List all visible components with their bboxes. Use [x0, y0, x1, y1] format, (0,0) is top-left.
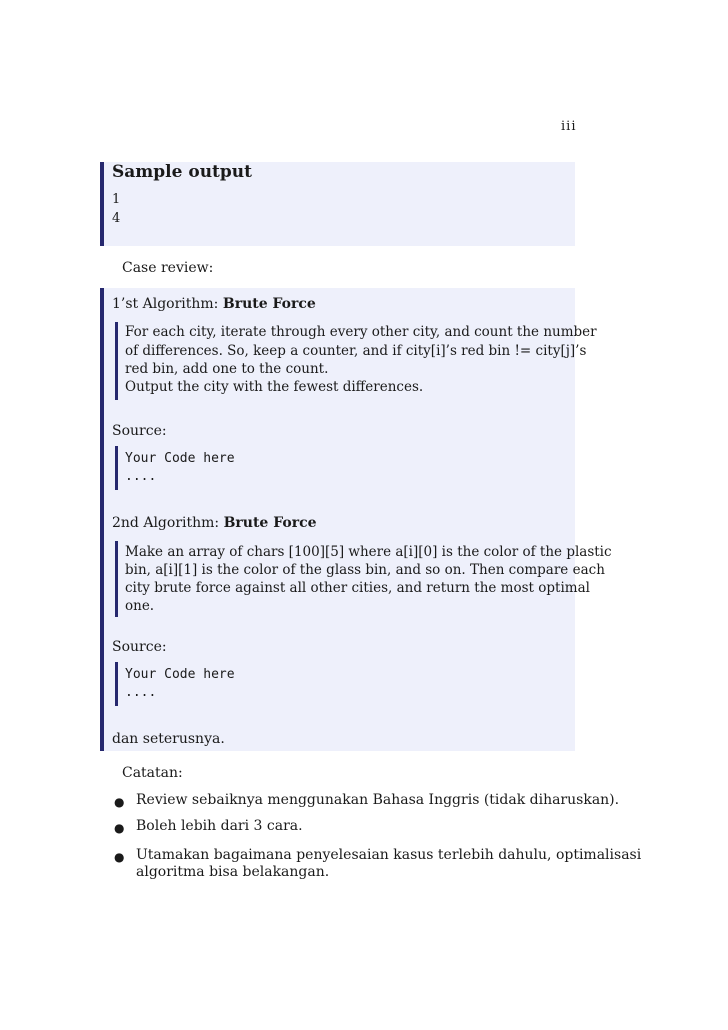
algorithm2-description-line: one. — [125, 598, 155, 614]
algorithm1-description-line: For each city, iterate through every other city, and count the number — [125, 324, 597, 340]
algorithm1-code-line: Your Code here — [125, 451, 235, 466]
algorithm2-source-label: Source: — [112, 639, 167, 655]
algorithm2-prefix: 2nd Algorithm: — [112, 515, 220, 531]
algorithm2-description-line: bin, a[i][1] is the color of the glass bin, and so on. Then compare each — [125, 562, 605, 578]
algorithm1-code-bar — [115, 446, 118, 490]
algorithm2-code-bar — [115, 662, 118, 706]
closing-text: dan seterusnya. — [112, 731, 225, 747]
algorithm2-heading — [112, 515, 317, 531]
algorithm1-name: Brute Force — [222, 296, 316, 312]
algorithm2-code-line: Your Code here — [125, 667, 235, 682]
sample-output-line: 4 — [112, 211, 121, 226]
bullet-icon: ● — [114, 821, 125, 835]
catatan-item: Utamakan bagaimana penyelesaian kasus terlebih dahulu, optimalisasi — [136, 847, 642, 863]
algorithm1-heading — [112, 296, 316, 312]
bullet-icon: ● — [114, 795, 125, 809]
catatan-item: Boleh lebih dari 3 cara. — [136, 818, 303, 834]
catatan-item: Review sebaiknya menggunakan Bahasa Inggris (tidak diharuskan). — [136, 792, 620, 808]
algorithm1-source-label: Source: — [112, 423, 167, 439]
algorithm2-code-line: .... — [125, 685, 157, 700]
algorithm1-quote-bar — [115, 322, 118, 400]
algorithm1-description-line: of differences. So, keep a counter, and if city[i]’s red bin != city[j]’s — [125, 343, 587, 359]
algorithm2-description-line: city brute force against all other cities, and return the most optimal — [125, 580, 590, 596]
page-number: iii — [561, 119, 577, 134]
algorithm2-name: Brute Force — [223, 515, 317, 531]
case-review-label: Case review: — [122, 260, 214, 276]
algorithm2-description-line: Make an array of chars [100][5] where a[i][0] is the color of the plastic — [125, 544, 612, 560]
algorithm2-quote-bar — [115, 541, 118, 617]
algorithm1-prefix: 1’st Algorithm: — [112, 296, 219, 312]
sample-output-title: Sample output — [112, 162, 253, 182]
catatan-item-continuation: algoritma bisa belakangan. — [136, 864, 330, 880]
algorithm1-code-line: .... — [125, 469, 157, 484]
catatan-title: Catatan: — [122, 765, 183, 781]
algorithm1-description-line: red bin, add one to the count. — [125, 361, 329, 377]
algorithm1-description-line: Output the city with the fewest differences. — [125, 379, 424, 395]
bullet-icon: ● — [114, 850, 125, 864]
sample-output-line: 1 — [112, 192, 121, 207]
